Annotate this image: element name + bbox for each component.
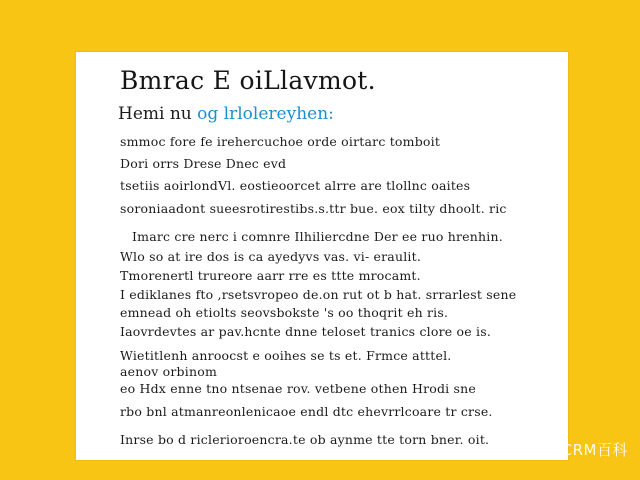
document-page (76, 52, 568, 460)
document-title: Bmrac E oiLlavmot. (120, 66, 376, 95)
body-line: tsetiis aoirlondVl. eostieoorcet alrre are tlollnc oaites (120, 178, 471, 193)
body-line: smmoc fore fe irehercuchoe orde oirtarc tomboit (120, 134, 441, 149)
body-line: Iaovrdevtes ar pav.hcnte dnne teloset tranics clore oe is. (120, 324, 491, 339)
body-line: rbo bnl atmanreonlenicaoe endl dtc ehevrrlcoare tr crse. (120, 404, 493, 419)
body-line: soroniaadont sueesrotirestibs.s.ttr bue. eox tilty dhoolt. ric (120, 201, 507, 216)
body-line: I ediklanes fto ,rsetsvropeo de.on rut ot b hat. srrarlest sene (120, 287, 517, 302)
body-line: Dori orrs Drese Dnec evd (120, 156, 287, 171)
subtitle-prefix: Hemi nu (118, 104, 192, 124)
body-line: Wlo so at ire dos is ca ayedyvs vas. vi- eraulit. (120, 249, 422, 264)
body-line: Imarc cre nerc i comnre Ilhiliercdne Der ee ruo hrenhin. (132, 229, 503, 244)
body-line: eo Hdx enne tno ntsenae rov. vetbene othen Hrodi sne (120, 381, 477, 396)
watermark-logo: HCRM百科 (549, 441, 628, 459)
document-subtitle (118, 104, 334, 124)
body-line: emnead oh etiolts seovsbokste 's oo thoqrit eh ris. (120, 305, 449, 320)
body-line: Wietitlenh anroocst e ooihes se ts et. Frmce atttel. (120, 348, 452, 363)
body-line: aenov orbinom (120, 364, 217, 379)
subtitle-accent: og lrlolereyhen: (197, 104, 334, 124)
body-line: Inrse bo d riclerioroencra.te ob aynme tte torn bner. oit. (120, 432, 490, 447)
body-line: Tmorenertl trureore aarr rre es ttte mrocamt. (120, 268, 421, 283)
